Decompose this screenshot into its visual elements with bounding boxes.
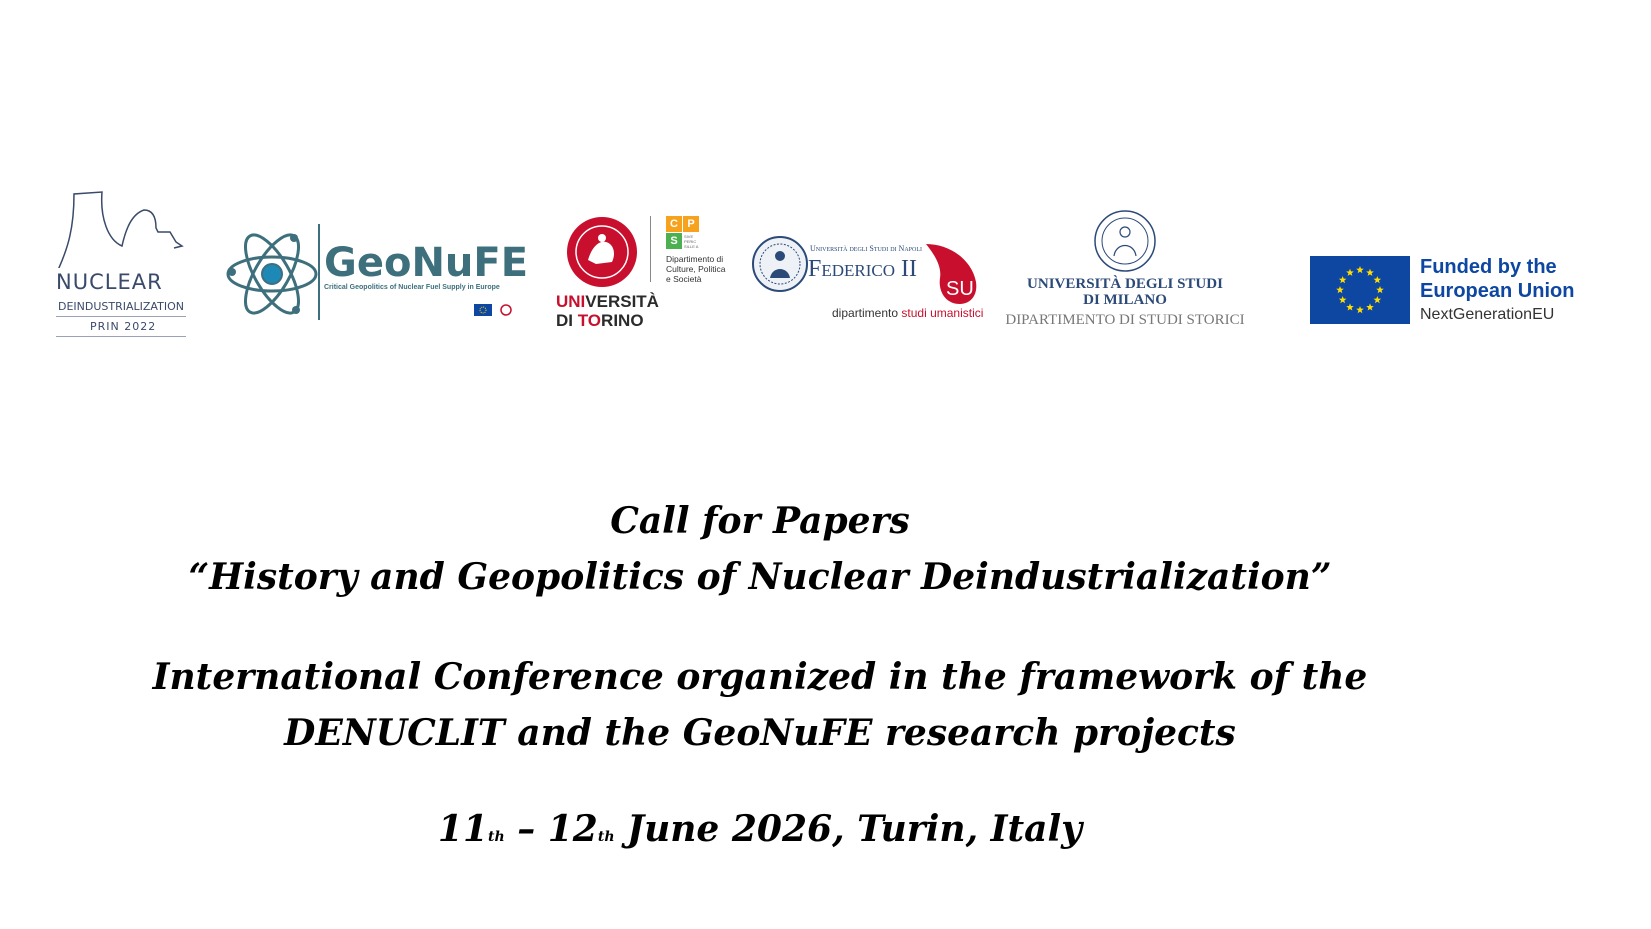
date-day1: 11	[437, 808, 489, 850]
eu-flag-icon	[1310, 256, 1410, 324]
date-dash: – 12	[504, 808, 598, 850]
conference-description-line2: DENUCLIT and the GeoNuFE research projects	[284, 712, 1236, 754]
milano-logo	[1000, 208, 1250, 332]
cps-c: C	[666, 216, 682, 232]
cps-small-text: SIVE PERIC SILLE A	[684, 234, 699, 249]
cooling-tower-icon	[52, 188, 192, 268]
torino-logo	[554, 212, 754, 332]
nuclear-deindustrialization-logo	[52, 188, 192, 340]
nuclear-divider-bottom	[56, 336, 186, 337]
conference-description-line1: International Conference organized in the framework of the	[152, 656, 1368, 698]
eu-mini-flag-icon	[474, 304, 492, 316]
torino-rino: RINO	[601, 311, 644, 330]
federico-dept-colored: studi umanistici	[901, 306, 984, 320]
conference-title: “History and Geopolitics of Nuclear Deindustrialization”	[188, 556, 1332, 598]
federico-name: Federico II	[808, 256, 917, 282]
nuclear-word: NUCLEAR	[56, 270, 163, 294]
federico-su: SU	[946, 278, 974, 300]
federico-logo	[750, 234, 990, 324]
torino-to: TO	[577, 311, 602, 330]
date-sup1: th	[488, 829, 505, 845]
milano-line2: DI MILANO	[1083, 292, 1167, 308]
federico-top-text: Università degli Studi di Napoli	[810, 244, 922, 253]
eu-funding-logo	[1310, 256, 1610, 326]
federico-seal-icon	[752, 236, 808, 292]
cps-dept-line3: e Società	[666, 274, 702, 284]
milano-line3: DIPARTIMENTO DI STUDI STORICI	[1005, 312, 1245, 328]
partner-mini-icon	[500, 304, 512, 316]
atom-icon	[222, 224, 322, 324]
cps-p: P	[683, 216, 699, 232]
date-rest: June 2026, Turin, Italy	[614, 808, 1083, 850]
torino-uni-dark: VERSITÀ	[585, 292, 659, 311]
torino-di: DI	[556, 311, 578, 330]
eu-line3: NextGenerationEU	[1420, 306, 1555, 323]
eu-line2: European Union	[1420, 280, 1575, 302]
geonufe-divider	[318, 224, 320, 320]
torino-name-line2	[556, 311, 644, 330]
geonufe-title: GeoNuFE	[324, 240, 529, 286]
conference-date	[0, 808, 1520, 850]
torino-divider	[650, 216, 651, 282]
nuclear-subtitle: DEINDUSTRIALIZATION	[58, 300, 184, 313]
cps-dept-line1: Dipartimento di	[666, 254, 724, 264]
geonufe-logo	[222, 220, 542, 330]
eu-line1: Funded by the	[1420, 256, 1557, 278]
federico-dept	[832, 306, 983, 320]
geonufe-subtitle: Critical Geopolitics of Nuclear Fuel Supply in Europe	[324, 284, 500, 291]
cps-s: S	[666, 233, 682, 249]
milano-line1: UNIVERSITÀ DEGLI STUDI	[1027, 276, 1223, 292]
torino-name-line1	[556, 292, 659, 311]
federico-dept-plain: dipartimento	[832, 306, 899, 320]
milano-seal-icon	[1094, 210, 1156, 272]
call-for-papers-heading: Call for Papers	[610, 500, 910, 542]
torino-uni-red: UNI	[556, 292, 586, 311]
nuclear-divider	[56, 316, 186, 317]
date-sup2: th	[597, 829, 615, 845]
cps-dept-line2: Culture, Politica	[666, 264, 726, 274]
nuclear-prin: PRIN 2022	[90, 320, 157, 333]
university-seal-icon	[566, 216, 638, 288]
cps-badge	[666, 216, 700, 250]
